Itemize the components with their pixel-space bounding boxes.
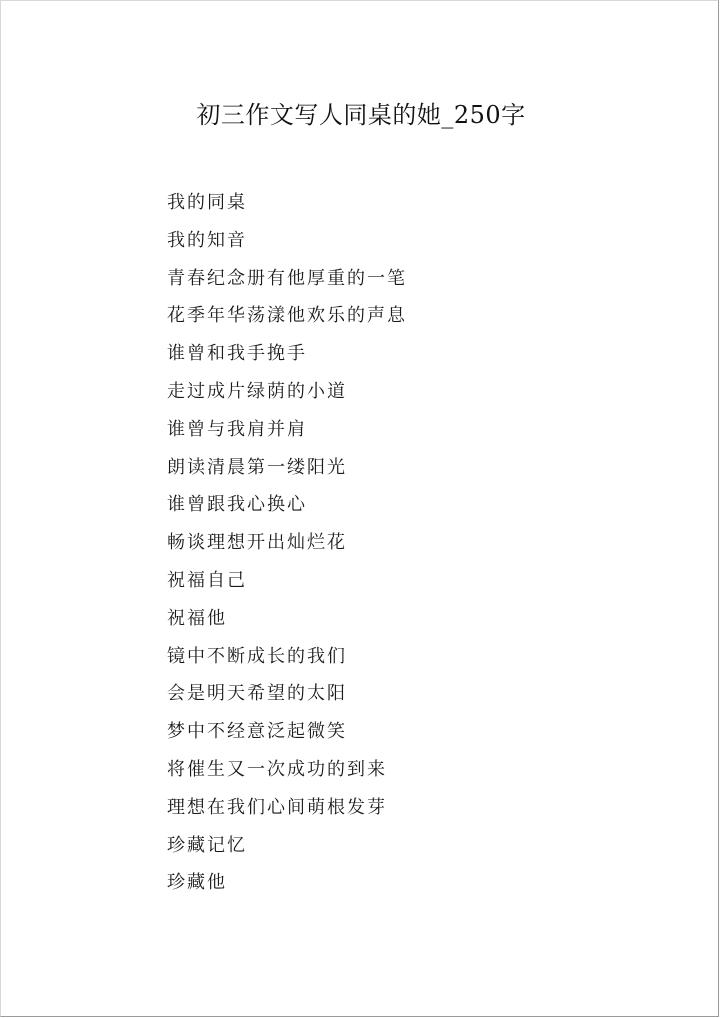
poem-line: 走过成片绿荫的小道 xyxy=(167,380,347,402)
poem-line: 祝福自己 xyxy=(167,569,247,591)
poem-line: 会是明天希望的太阳 xyxy=(167,683,347,705)
poem-line: 珍藏记忆 xyxy=(167,834,247,856)
poem-line: 我的知音 xyxy=(167,229,247,251)
document-title: 初三作文写人同桌的她_250字 xyxy=(196,101,526,129)
poem-line: 花季年华荡漾他欢乐的声息 xyxy=(167,305,407,327)
poem-line: 理想在我们心间萌根发芽 xyxy=(167,796,387,818)
poem-line: 畅谈理想开出灿烂花 xyxy=(167,532,347,554)
poem-line: 祝福他 xyxy=(167,607,227,629)
poem-line: 谁曾跟我心换心 xyxy=(167,494,307,516)
poem-line: 将催生又一次成功的到来 xyxy=(167,758,387,780)
poem-line: 珍藏他 xyxy=(167,872,227,894)
poem-line: 青春纪念册有他厚重的一笔 xyxy=(167,267,407,289)
poem-line: 我的同桌 xyxy=(167,192,247,213)
poem-line: 梦中不经意泛起微笑 xyxy=(167,721,347,743)
poem-line: 谁曾和我手挽手 xyxy=(167,343,307,365)
poem-line: 谁曾与我肩并肩 xyxy=(167,418,307,440)
poem-line: 朗读清晨第一缕阳光 xyxy=(167,456,347,478)
poem-line: 镜中不断成长的我们 xyxy=(167,645,347,667)
poem-body xyxy=(167,190,407,908)
